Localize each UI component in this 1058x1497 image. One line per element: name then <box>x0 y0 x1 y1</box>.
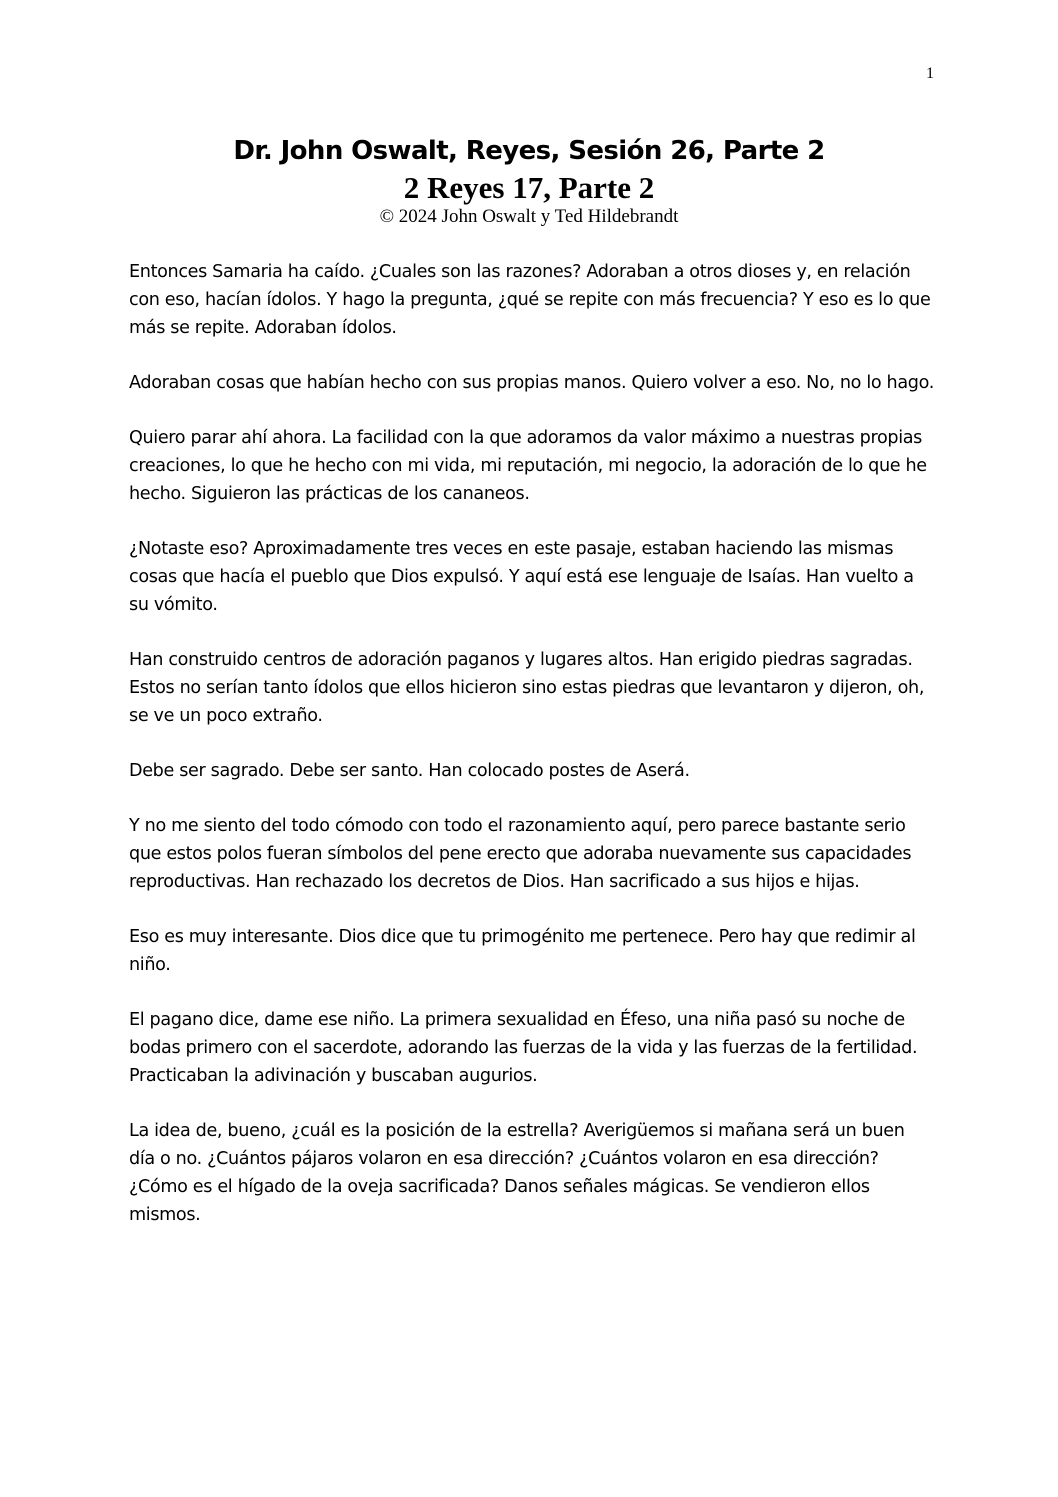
paragraph: Eso es muy interesante. Dios dice que tu primogénito me pertenece. Pero hay que redimir al niño. <box>129 927 916 975</box>
paragraph: Han construido centros de adoración paganos y lugares altos. Han erigido piedras sagradas. Estos no serían tanto ídolos que ellos hicieron sino estas piedras que levantaron y dijeron, oh, se ve un poco extraño. <box>129 650 925 726</box>
paragraph: La idea de, bueno, ¿cuál es la posición de la estrella? Averigüemos si mañana será un buen día o no. ¿Cuántos pájaros volaron en esa dirección? ¿Cuántos volaron en esa dirección? ¿Cómo es el hígado de la oveja sacrificada? Danos señales mágicas. Se vendieron ellos mismos. <box>129 1121 905 1225</box>
page-number: 1 <box>926 65 934 82</box>
paragraph: Entonces Samaria ha caído. ¿Cuales son las razones? Adoraban a otros dioses y, en relación con eso, hacían ídolos. Y hago la pregunta, ¿qué se repite con más frecuencia? Y eso es lo que más se repite. Adoraban ídolos. <box>129 262 931 338</box>
paragraph: Y no me siento del todo cómodo con todo el razonamiento aquí, pero parece bastante serio que estos polos fueran símbolos del pene erecto que adoraba nuevamente sus capacidades reproductivas. Han rechazado los decretos de Dios. Han sacrificado a sus hijos e hijas. <box>129 816 912 892</box>
document-body <box>129 258 934 1256</box>
copyright-line: © 2024 John Oswalt y Ted Hildebrandt <box>379 206 679 227</box>
document-subtitle: 2 Reyes 17, Parte 2 <box>403 170 655 205</box>
paragraph: Adoraban cosas que habían hecho con sus propias manos. Quiero volver a eso. No, no lo hago. <box>129 373 934 393</box>
paragraph: ¿Notaste eso? Aproximadamente tres veces en este pasaje, estaban haciendo las mismas cosas que hacía el pueblo que Dios expulsó. Y aquí está ese lenguaje de Isaías. Han vuelto a su vómito. <box>129 539 914 615</box>
document-header <box>0 132 1058 228</box>
paragraph: El pagano dice, dame ese niño. La primera sexualidad en Éfeso, una niña pasó su noche de bodas primero con el sacerdote, adorando las fuerzas de la vida y las fuerzas de la fertilidad. Practicaban la adivinación y buscaban augurios. <box>129 1010 918 1086</box>
document-title: Dr. John Oswalt, Reyes, Sesión 26, Parte 2 <box>233 136 825 166</box>
paragraph: Quiero parar ahí ahora. La facilidad con la que adoramos da valor máximo a nuestras propias creaciones, lo que he hecho con mi vida, mi reputación, mi negocio, la adoración de lo que he hecho. Siguieron las prácticas de los cananeos. <box>129 428 927 504</box>
paragraph: Debe ser sagrado. Debe ser santo. Han colocado postes de Aserá. <box>129 761 690 781</box>
